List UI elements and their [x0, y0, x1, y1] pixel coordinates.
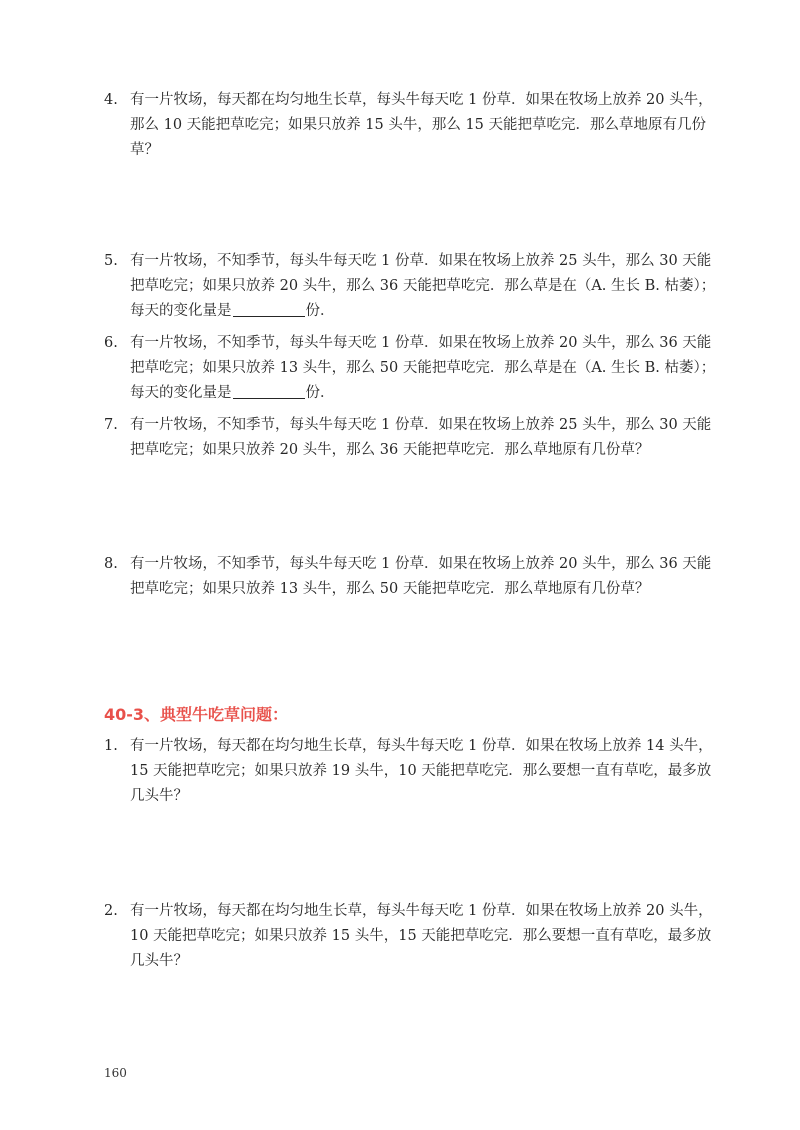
answer-blank — [233, 382, 305, 399]
problem-text-line: 草？ — [130, 142, 159, 158]
problem-number: 4. — [104, 92, 118, 108]
problem-text-line: 把草吃完；如果只放养 13 头牛，那么 50 天能把草吃完．那么草地原有几份草？ — [130, 581, 650, 597]
problem-number: 1. — [104, 738, 118, 754]
problem-number: 5. — [104, 253, 118, 269]
section-problem-1 — [104, 734, 713, 809]
problem-text-suffix: 份． — [305, 303, 335, 319]
page-number: 160 — [104, 1066, 127, 1080]
problem-text-suffix: 份． — [305, 385, 335, 401]
problem-text-line: 有一片牧场，不知季节，每头牛每天吃 1 份草．如果在牧场上放养 25 头牛，那么 30 天能 — [130, 253, 712, 269]
problem-text-line: 每天的变化量是 — [130, 303, 232, 319]
problem-text-line: 把草吃完；如果只放养 13 头牛，那么 50 天能把草吃完．那么草是在（A. 生长 B. 枯萎）； — [130, 360, 716, 376]
problem-8 — [104, 552, 712, 602]
problem-text-line: 把草吃完；如果只放养 20 头牛，那么 36 天能把草吃完．那么草是在（A. 生长 B. 枯萎）； — [130, 278, 716, 294]
problem-7 — [104, 413, 712, 463]
problem-text-line: 有一片牧场，不知季节，每头牛每天吃 1 份草．如果在牧场上放养 20 头牛，那么 36 天能 — [130, 335, 712, 351]
problem-number: 6. — [104, 335, 118, 351]
problem-text-line: 有一片牧场，每天都在均匀地生长草，每头牛每天吃 1 份草．如果在牧场上放养 20 头牛， — [130, 92, 713, 108]
problem-6 — [104, 331, 716, 406]
problem-text-line: 有一片牧场，每天都在均匀地生长草，每头牛每天吃 1 份草．如果在牧场上放养 20 头牛， — [130, 903, 713, 919]
problem-number: 8. — [104, 556, 118, 572]
problem-4 — [104, 88, 713, 163]
answer-blank — [233, 300, 305, 317]
problem-number: 7. — [104, 417, 118, 433]
problem-text-line: 有一片牧场，每天都在均匀地生长草，每头牛每天吃 1 份草．如果在牧场上放养 14 头牛， — [130, 738, 713, 754]
problem-text-line: 那么 10 天能把草吃完；如果只放养 15 头牛，那么 15 天能把草吃完．那么草地原有几份 — [130, 117, 707, 133]
problem-text-line: 几头牛？ — [130, 953, 188, 969]
problem-text-line: 10 天能把草吃完；如果只放养 15 头牛，15 天能把草吃完．那么要想一直有草吃，最多放 — [130, 928, 712, 944]
problem-text-line: 把草吃完；如果只放养 20 头牛，那么 36 天能把草吃完．那么草地原有几份草？ — [130, 442, 650, 458]
problem-number: 2. — [104, 903, 118, 919]
problem-text-line: 15 天能把草吃完；如果只放养 19 头牛，10 天能把草吃完．那么要想一直有草吃，最多放 — [130, 763, 712, 779]
problem-5 — [104, 249, 716, 324]
section-title: 40-3、典型牛吃草问题： — [104, 705, 289, 724]
problem-text-line: 有一片牧场，不知季节，每头牛每天吃 1 份草．如果在牧场上放养 25 头牛，那么 30 天能 — [130, 417, 712, 433]
section-problem-2 — [104, 899, 713, 974]
problem-text-line: 有一片牧场，不知季节，每头牛每天吃 1 份草．如果在牧场上放养 20 头牛，那么 36 天能 — [130, 556, 712, 572]
problem-text-line: 每天的变化量是 — [130, 385, 232, 401]
problem-text-line: 几头牛？ — [130, 788, 188, 804]
